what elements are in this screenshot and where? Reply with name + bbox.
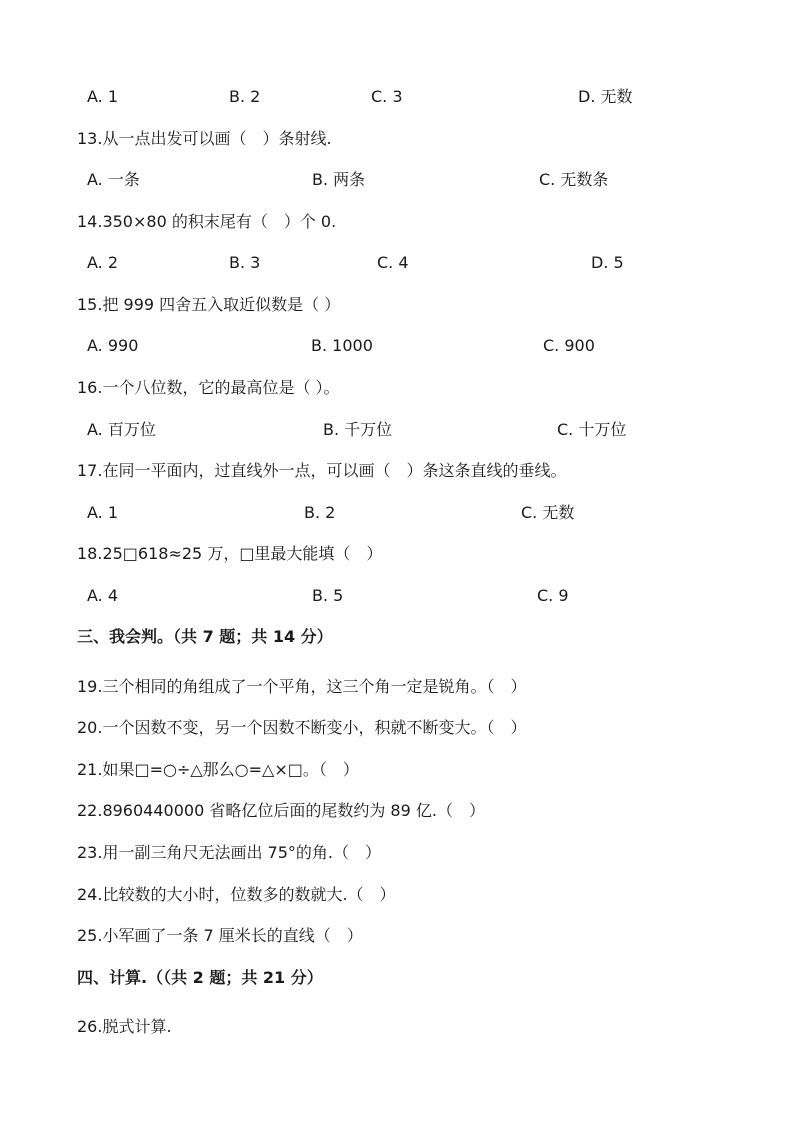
section-3-heading: 三、我会判。（共 7 题；共 14 分） xyxy=(77,627,333,646)
q14-option-d: D. 5 xyxy=(591,253,624,272)
q26-stem: 26.脱式计算. xyxy=(77,1017,172,1036)
q15-option-a: A. 990 xyxy=(87,336,139,355)
q12-option-c: C. 3 xyxy=(371,87,403,106)
q25-stem: 25.小军画了一条 7 厘米长的直线（ ） xyxy=(77,926,363,945)
q16-stem: 16.一个八位数，它的最高位是（ ）。 xyxy=(77,378,340,397)
q13-option-b: B. 两条 xyxy=(312,170,366,189)
q20-stem: 20.一个因数不变，另一个因数不断变小，积就不断变大。（ ） xyxy=(77,718,527,737)
q14-stem: 14.350×80 的积末尾有（ ）个 0. xyxy=(77,212,337,231)
q17-option-b: B. 2 xyxy=(304,503,336,522)
q22-stem: 22.8960440000 省略亿位后面的尾数约为 89 亿.（ ） xyxy=(77,801,485,820)
q14-option-b: B. 3 xyxy=(229,253,261,272)
q12-option-d: D. 无数 xyxy=(578,87,633,106)
q24-stem: 24.比较数的大小时，位数多的数就大.（ ） xyxy=(77,885,396,904)
q21-stem: 21.如果□=○÷△那么○=△×□。（ ） xyxy=(77,760,359,779)
q15-option-c: C. 900 xyxy=(543,336,595,355)
q15-option-b: B. 1000 xyxy=(311,336,373,355)
q17-option-a: A. 1 xyxy=(87,503,119,522)
q15-stem: 15.把 999 四舍五入取近似数是（ ） xyxy=(77,295,341,314)
q17-option-c: C. 无数 xyxy=(521,503,575,522)
q18-option-c: C. 9 xyxy=(537,586,569,605)
q12-option-a: A. 1 xyxy=(87,87,119,106)
q16-option-a: A. 百万位 xyxy=(87,420,156,439)
q13-option-a: A. 一条 xyxy=(87,170,140,189)
q18-option-b: B. 5 xyxy=(312,586,344,605)
q16-option-b: B. 千万位 xyxy=(323,420,393,439)
q17-stem: 17.在同一平面内，过直线外一点，可以画（ ）条这条直线的垂线。 xyxy=(77,461,567,480)
q23-stem: 23.用一副三角尺无法画出 75°的角.（ ） xyxy=(77,843,381,862)
q13-stem: 13.从一点出发可以画（ ）条射线. xyxy=(77,129,332,148)
q19-stem: 19.三个相同的角组成了一个平角，这三个角一定是锐角。（ ） xyxy=(77,677,527,696)
q18-option-a: A. 4 xyxy=(87,586,119,605)
q13-option-c: C. 无数条 xyxy=(539,170,609,189)
q14-option-c: C. 4 xyxy=(377,253,409,272)
q14-option-a: A. 2 xyxy=(87,253,119,272)
q18-stem: 18.25□618≈25 万，□里最大能填（ ） xyxy=(77,544,383,563)
q12-option-b: B. 2 xyxy=(229,87,261,106)
section-4-heading: 四、计算.（（共 2 题；共 21 分） xyxy=(77,968,323,987)
q16-option-c: C. 十万位 xyxy=(557,420,627,439)
